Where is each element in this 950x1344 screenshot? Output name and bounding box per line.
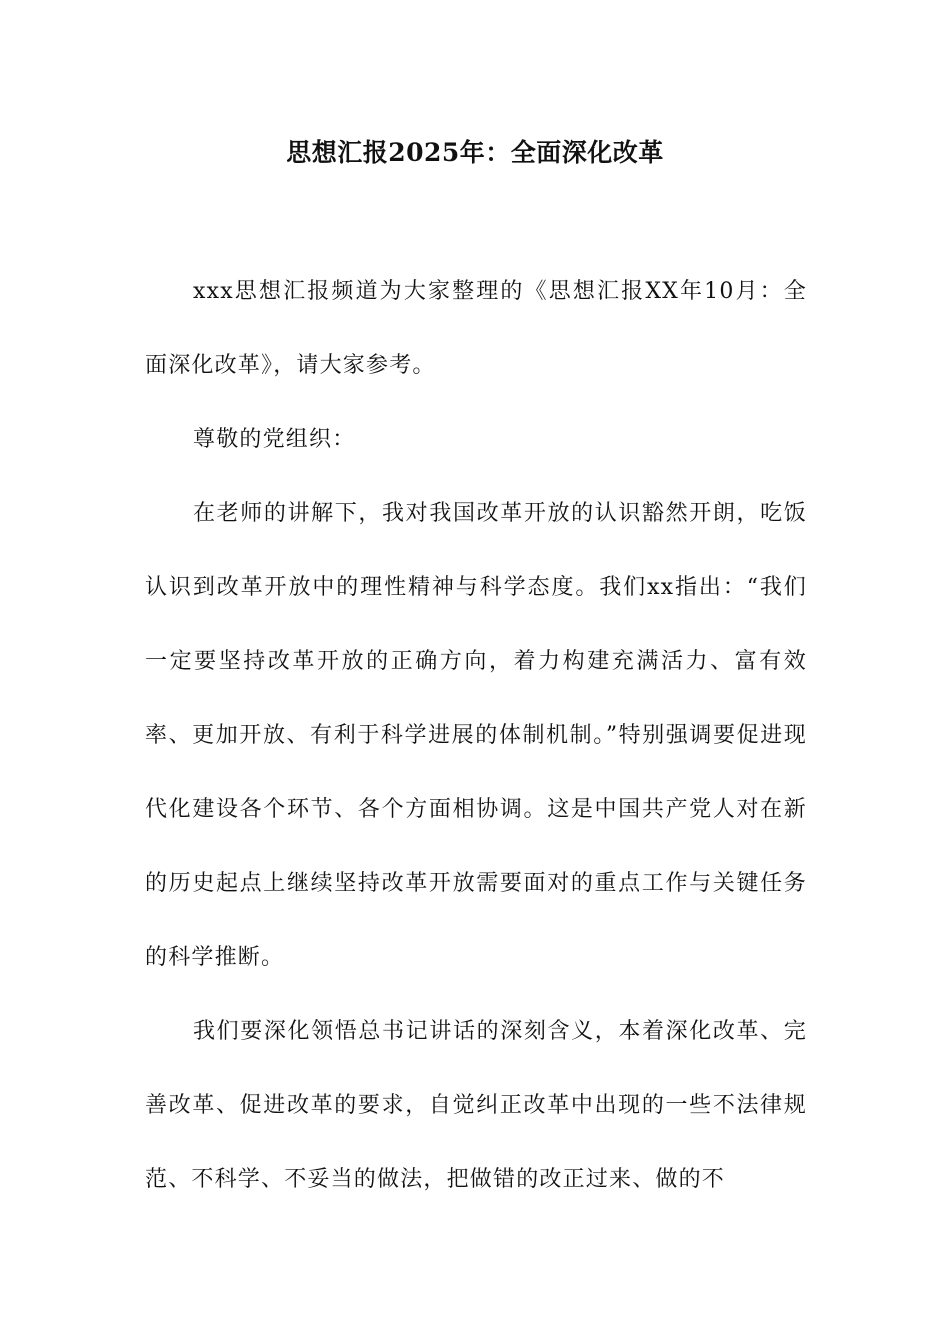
- document-title: 思想汇报2025年：全面深化改革: [286, 138, 664, 167]
- paragraph-intro: xxx思想汇报频道为大家整理的《思想汇报XX年10月：全面深化改革》，请大家参考。: [145, 279, 807, 378]
- document-body: [145, 255, 807, 1217]
- paragraph-salutation: 尊敬的党组织：: [193, 427, 356, 452]
- paragraph-body-1: 在老师的讲解下，我对我国改革开放的认识豁然开朗，吃饭认识到改革开放中的理性精神与科学态度。我们xx指出：“我们一定要坚持改革开放的正确方向，着力构建充满活力、富有效率、更加开放、有利于科学进展的体制机制。”特别强调要促进现代化建设各个环节、各个方面相协调。这是中国共产党人对在新的历史起点上继续坚持改革开放需要面对的重点工作与关键任务的科学推断。: [145, 501, 807, 970]
- paragraph-body-2: 我们要深化领悟总书记讲话的深刻含义，本着深化改革、完善改革、促进改革的要求，自觉纠正改革中出现的一些不法律规范、不科学、不妥当的做法，把做错的改正过来、做的不: [145, 1019, 807, 1192]
